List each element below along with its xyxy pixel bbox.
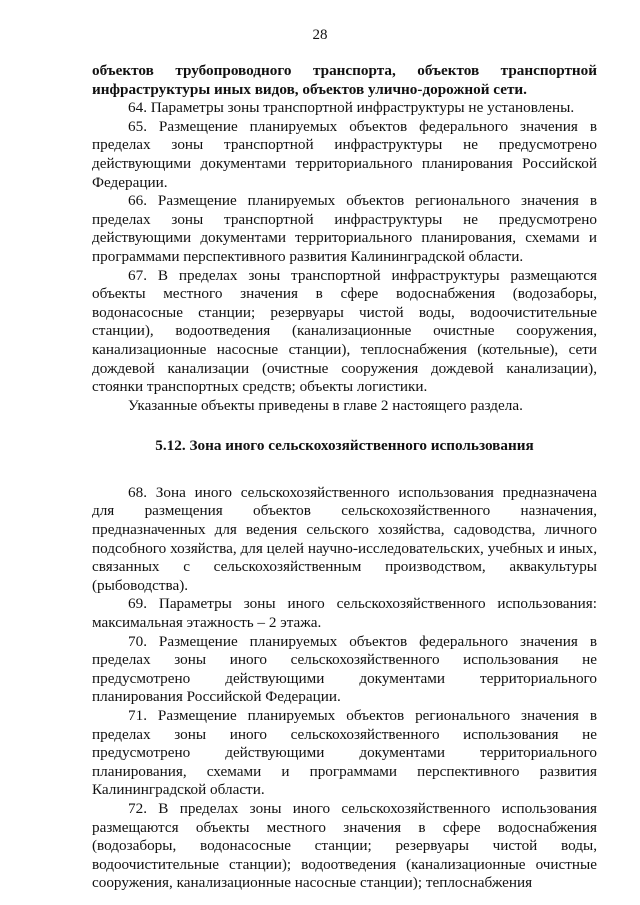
paragraph-66: 66. Размещение планируемых объектов регионального значения в пределах зоны транспортной инфраструктуры не предусмотрено действующими документами территориального планирования, схемами и программами перспективного развития Калининградской области. <box>92 192 597 265</box>
paragraph-70: 70. Размещение планируемых объектов федерального значения в пределах зоны иного сельскохозяйственного использования не предусмотрено действующими документами территориального планирования Российской Федерации. <box>92 632 597 706</box>
paragraph-69: 69. Параметры зоны иного сельскохозяйственного использования: максимальная этажность – 2 этажа. <box>92 595 597 632</box>
paragraph-64: 64. Параметры зоны транспортной инфраструктуры не установлены. <box>128 99 575 117</box>
page-number: 28 <box>312 27 328 43</box>
paragraph-67: 67. В пределах зоны транспортной инфраструктуры размещаются объекты местного значения в сфере водоснабжения (водозаборы, водонасосные станции; резервуары чистой воды, водоочистительные станции), водоотведения (канализационные очистные сооружения, канализационные насосные станции), теплоснабжения (котельные), сети дождевой канализации (очистные сооружения дождевой канализации), стоянки транспортных средств; объекты логистики. <box>92 266 597 396</box>
paragraph-continued: объектов трубопроводного транспорта, объектов транспортной инфраструктуры иных видов, объектов улично-дорожной сети. <box>92 62 597 98</box>
paragraph-note: Указанные объекты приведены в главе 2 настоящего раздела. <box>128 396 523 414</box>
paragraph-68: 68. Зона иного сельскохозяйственного использования предназначена для размещения объектов сельскохозяйственного назначения, предназначенных для ведения сельского хозяйства, садоводства, личного подсобного хозяйства, для целей научно-исследовательских, учебных и иных, связанных с сельскохозяйственным производством, аквакультуры (рыбоводства). <box>92 483 597 594</box>
section-heading: 5.12. Зона иного сельскохозяйственного использования <box>155 437 534 455</box>
paragraph-72: 72. В пределах зоны иного сельскохозяйственного использования размещаются объекты местного значения в сфере водоснабжения (водозаборы, водонасосные станции; резервуары чистой воды, водоочистительные станции); водоотведения (канализационные очистные сооружения, канализационные насосные станции); теплоснабжения <box>92 799 597 892</box>
document-body <box>92 62 597 893</box>
paragraph-71: 71. Размещение планируемых объектов регионального значения в пределах зоны иного сельскохозяйственного использования не предусмотрено действующими документами территориального планирования, схемами и программами перспективного развития Калининградской области. <box>92 707 597 799</box>
paragraph-65: 65. Размещение планируемых объектов федерального значения в пределах зоны транспортной инфраструктуры не предусмотрено действующими документами территориального планирования Российской Федерации. <box>92 117 597 191</box>
